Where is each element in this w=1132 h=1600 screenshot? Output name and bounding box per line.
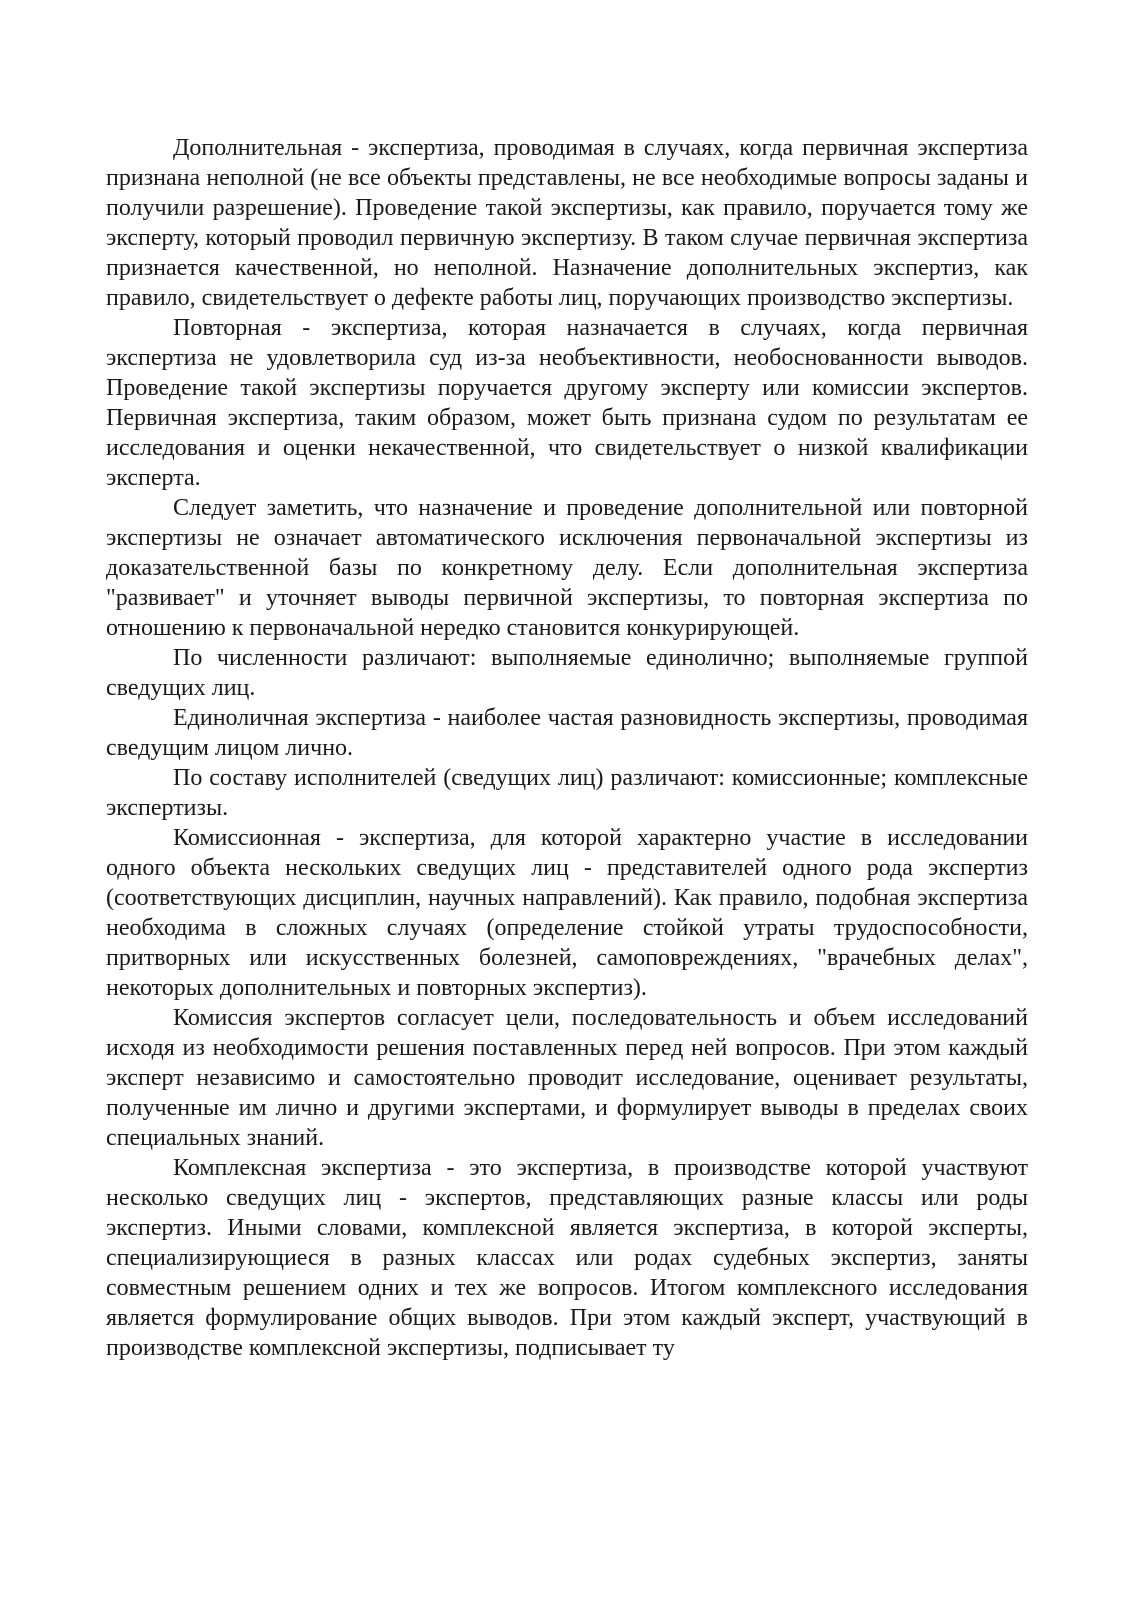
paragraph-commission-of-experts: Комиссия экспертов согласует цели, последовательность и объем исследований исходя из необходимости решения поставленных перед ней вопросов. При этом каждый эксперт независимо и самостоятельно проводит исследование, оценивает результаты, полученные им лично и другими экспертами, и формулирует выводы в пределах своих специальных знаний. <box>106 1005 1028 1151</box>
paragraph-note-on-evidence-base: Следует заметить, что назначение и проведение дополнительной или повторной экспертизы не означает автоматического исключения первоначальной экспертизы из доказательственной базы по конкретному делу. Если дополнительная экспертиза "развивает" и уточняет выводы первичной экспертизы, то повторная экспертиза по отношению к первоначальной нередко становится конкурирующей. <box>106 495 1028 641</box>
document-page <box>106 133 1028 1363</box>
paragraph-complex-expertise: Комплексная экспертиза - это экспертиза, в производстве которой участвуют несколько сведущих лиц - экспертов, представляющих разные классы или роды экспертиз. Иными словами, комплексной является экспертиза, в которой эксперты, специализирующиеся в разных классах или родах судебных экспертиз, заняты совместным решением одних и тех же вопросов. Итогом комплексного исследования является формулирование общих выводов. При этом каждый эксперт, участвующий в производстве комплексной экспертизы, подписывает ту <box>106 1155 1028 1361</box>
paragraph-by-composition: По составу исполнителей (сведущих лиц) различают: комиссионные; комплексные экспертизы. <box>106 765 1028 821</box>
paragraph-additional-expertise: Дополнительная - экспертиза, проводимая в случаях, когда первичная экспертиза признана неполной (не все объекты представлены, не все необходимые вопросы заданы и получили разрешение). Проведение такой экспертизы, как правило, поручается тому же эксперту, который проводил первичную экспертизу. В таком случае первичная экспертиза признается качественной, но неполной. Назначение дополнительных экспертиз, как правило, свидетельствует о дефекте работы лиц, поручающих производство экспертизы. <box>106 135 1028 311</box>
paragraph-sole-expertise: Единоличная экспертиза - наиболее частая разновидность экспертизы, проводимая сведущим лицом лично. <box>106 705 1028 761</box>
paragraph-repeat-expertise: Повторная - экспертиза, которая назначается в случаях, когда первичная экспертиза не удовлетворила суд из-за необъективности, необоснованности выводов. Проведение такой экспертизы поручается другому эксперту или комиссии экспертов. Первичная экспертиза, таким образом, может быть признана судом по результатам ее исследования и оценки некачественной, что свидетельствует о низкой квалификации эксперта. <box>106 315 1028 491</box>
paragraph-commission-expertise: Комиссионная - экспертиза, для которой характерно участие в исследовании одного объекта нескольких сведущих лиц - представителей одного рода экспертиз (соответствующих дисциплин, научных направлений). Как правило, подобная экспертиза необходима в сложных случаях (определение стойкой утраты трудоспособности, притворных или искусственных болезней, самоповреждениях, "врачебных делах", некоторых дополнительных и повторных экспертиз). <box>106 825 1028 1001</box>
paragraph-by-number: По численности различают: выполняемые единолично; выполняемые группой сведущих лиц. <box>106 645 1028 701</box>
